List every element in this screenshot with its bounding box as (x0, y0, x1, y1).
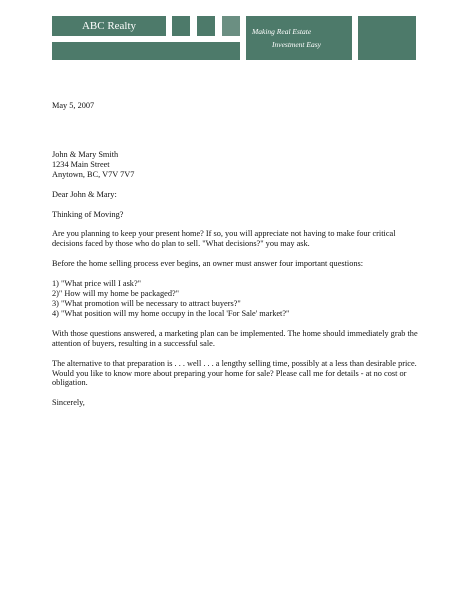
question-item: 4) "What position will my home occupy in the local 'For Sale' market?" (52, 308, 290, 318)
question-item: 1) "What price will I ask?" (52, 279, 142, 289)
question-item: 2)" How will my home be packaged?" (52, 289, 180, 299)
company-name: ABC Realty (81, 20, 137, 32)
recipient-name: John & Mary Smith (52, 149, 119, 159)
tagline-line-2: Investment Easy (272, 40, 321, 49)
letter-body (52, 101, 422, 408)
opening-line: Thinking of Moving? (52, 209, 124, 219)
recipient-street: 1234 Main Street (52, 159, 110, 169)
closing: Sincerely, (52, 398, 85, 408)
letter-date: May 5, 2007 (52, 101, 95, 110)
letterhead-right-panel (358, 16, 416, 60)
question-item: 3) "What promotion will be necessary to attract buyers?" (52, 298, 241, 308)
paragraph-3: With those questions answered, a marketing plan can be implemented. The home should immediately grab the attention of buyers, resulting in a successful sale. (52, 328, 418, 348)
paragraph-2: Before the home selling process ever begins, an owner must answer four important questions: (52, 259, 364, 269)
paragraph-4: The alternative to that preparation is . . . well . . . a lengthy selling time, possibly at a less than desirable price. Would you like to know more about preparing your home for sale? Please call me for details - at no cost or obligation. (52, 358, 417, 388)
recipient-address (52, 150, 422, 180)
recipient-city: Anytown, BC, V7V 7V7 (52, 169, 135, 179)
letterhead-square-3 (222, 16, 240, 36)
company-tagline (252, 25, 321, 51)
letterhead-square-1 (172, 16, 190, 36)
letterhead-bar (52, 42, 240, 60)
tagline-line-1: Making Real Estate (252, 27, 312, 36)
paragraph-1: Are you planning to keep your present home? If so, you will appreciate not having to make four critical decisions faced by those who do plan to sell. "What decisions?" you may ask. (52, 229, 396, 249)
letterhead-square-2 (197, 16, 215, 36)
salutation: Dear John & Mary: (52, 189, 117, 199)
question-list (52, 279, 422, 319)
